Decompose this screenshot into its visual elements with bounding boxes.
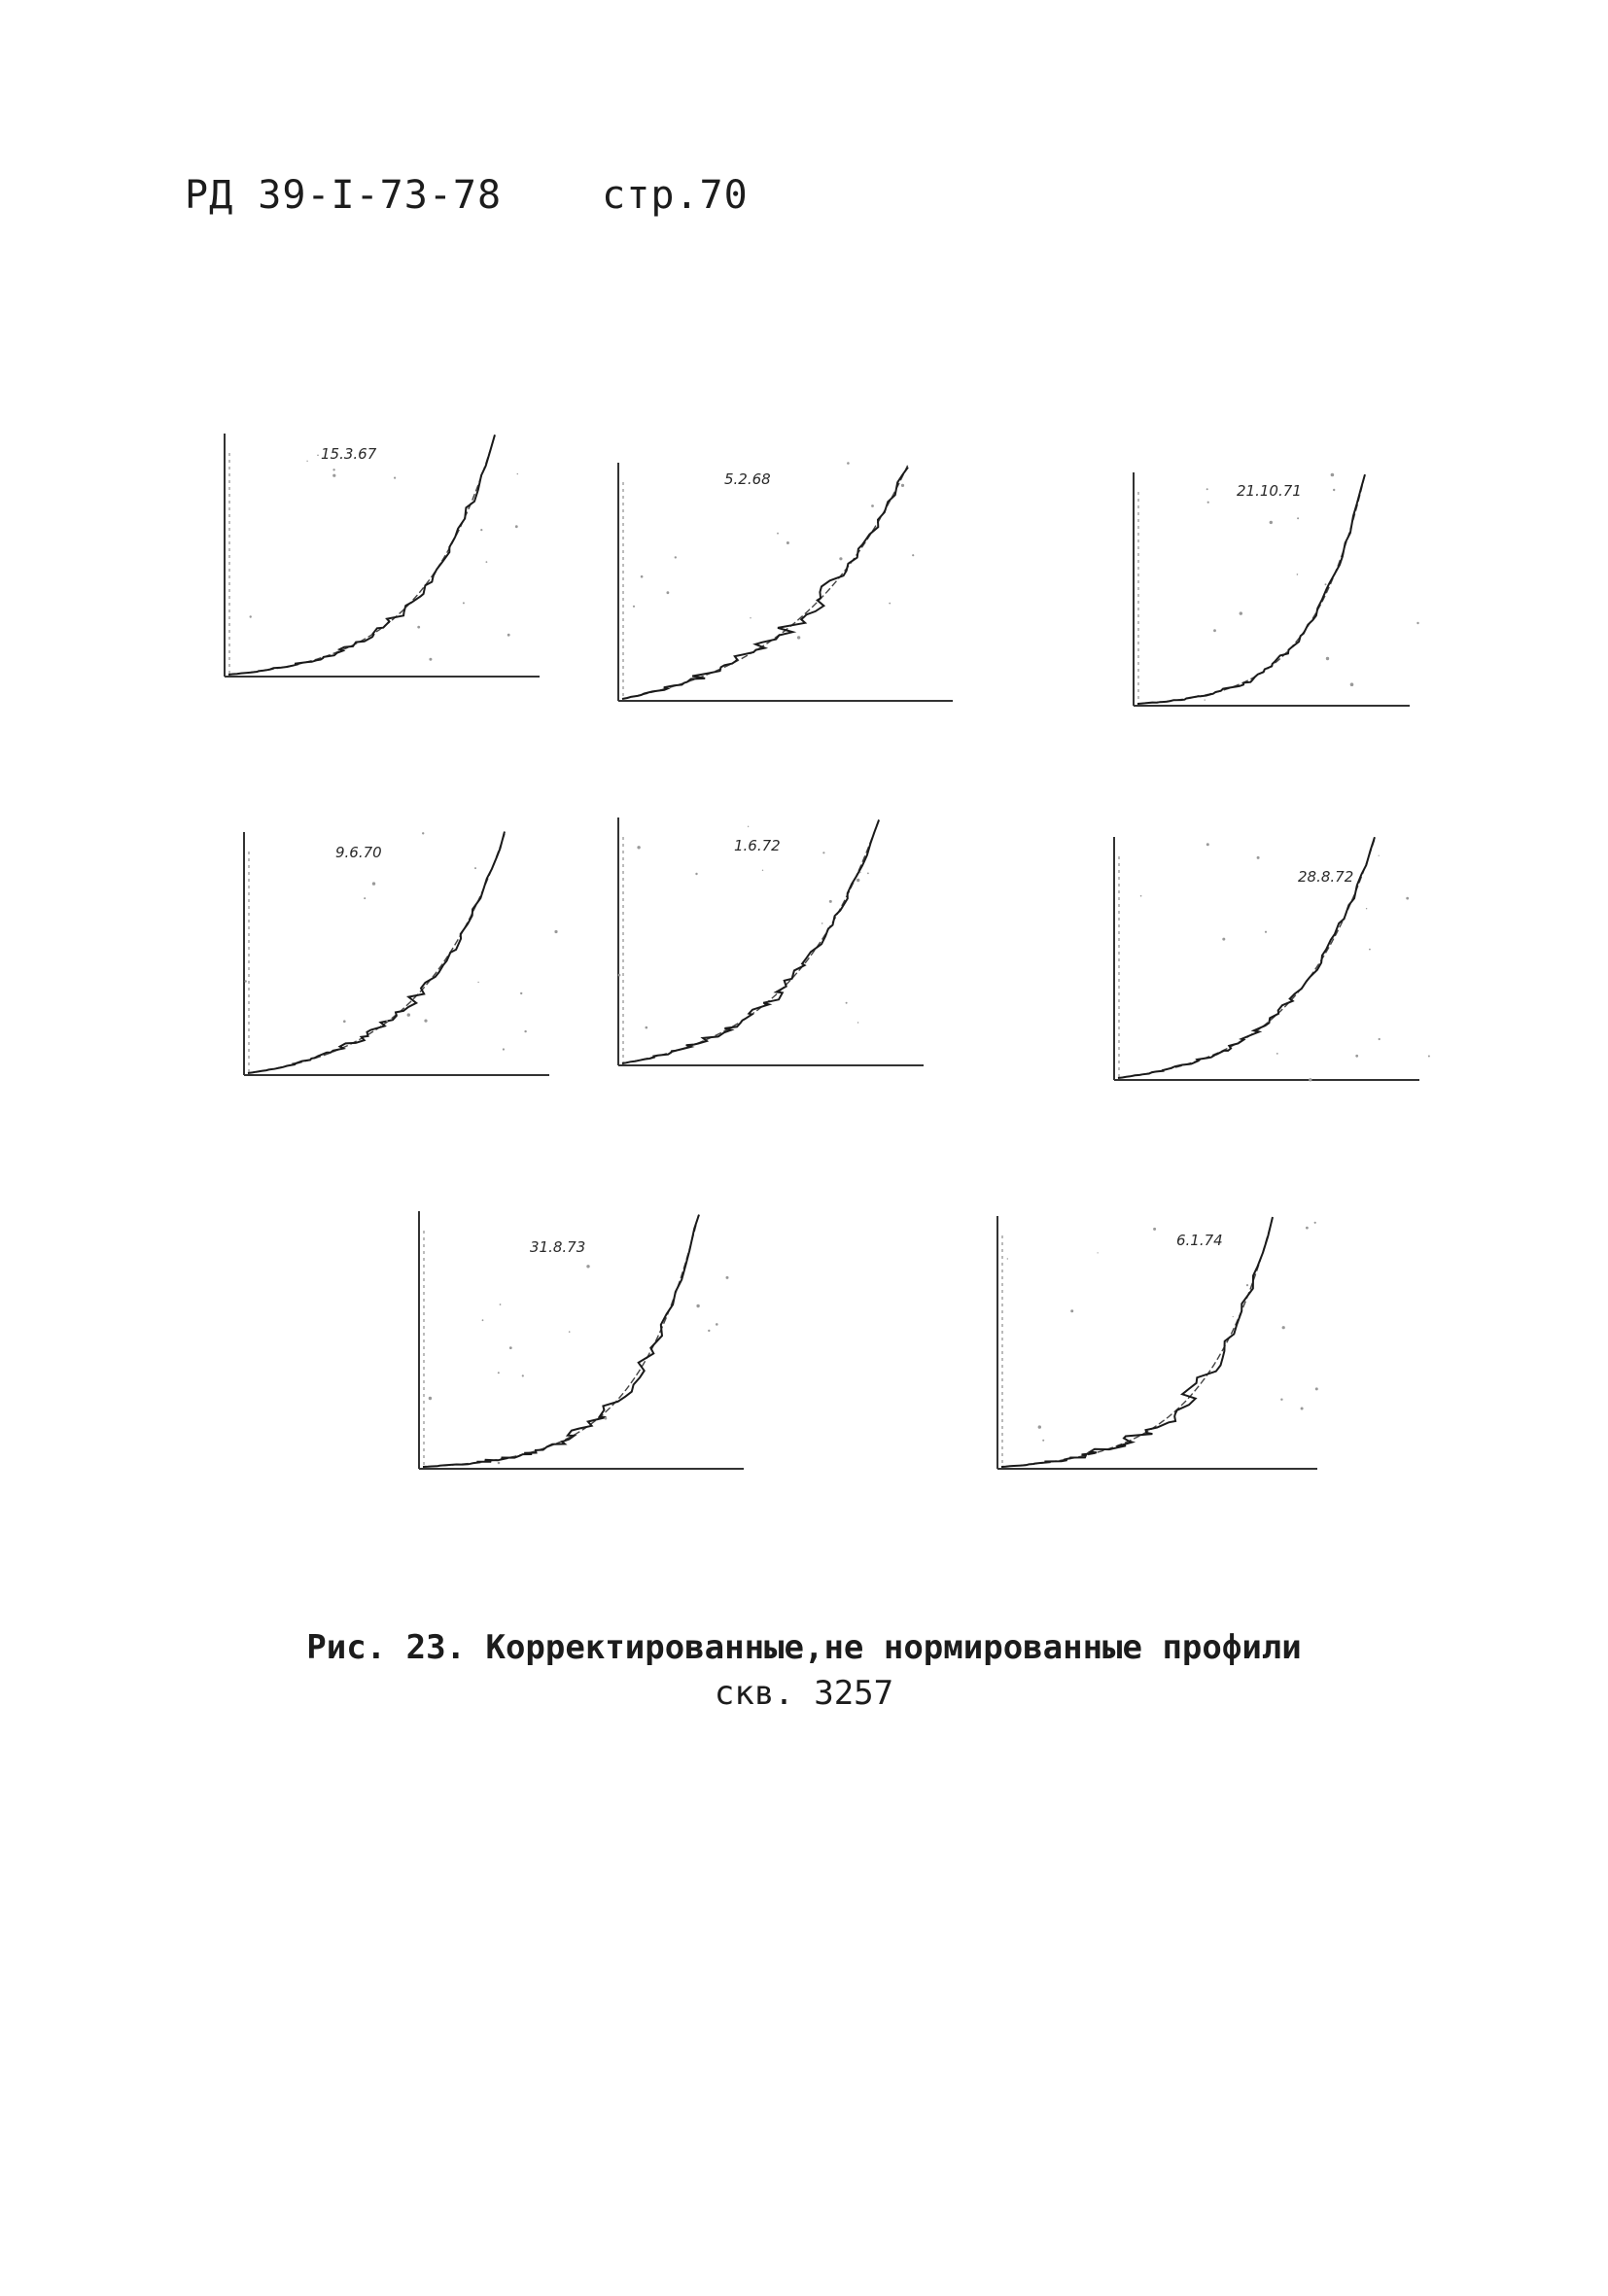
profile-panel-7 xyxy=(413,1205,753,1482)
scan-speck xyxy=(429,1397,432,1400)
scan-speck xyxy=(1206,488,1208,490)
scan-speck xyxy=(859,872,861,874)
scan-speck xyxy=(889,603,891,605)
scan-speck xyxy=(846,1002,848,1004)
scan-speck xyxy=(372,882,375,885)
measured-curve xyxy=(622,820,879,1063)
scan-speck xyxy=(486,561,488,563)
scan-speck xyxy=(1297,574,1299,575)
scan-speck xyxy=(306,461,307,462)
scan-speck xyxy=(1326,657,1329,660)
scan-speck xyxy=(787,541,789,544)
scan-speck xyxy=(554,930,557,933)
scan-speck xyxy=(748,826,749,827)
scan-speck xyxy=(641,575,644,578)
measured-curve xyxy=(248,832,505,1074)
scan-speck xyxy=(1315,1387,1318,1390)
scan-speck xyxy=(1098,1252,1099,1253)
profile-label-5: 1.6.72 xyxy=(734,837,781,854)
scan-speck xyxy=(429,658,432,661)
scan-speck xyxy=(708,1330,710,1332)
scan-speck xyxy=(675,556,677,558)
scan-speck xyxy=(1270,521,1273,524)
profile-label-8: 6.1.74 xyxy=(1176,1232,1223,1249)
scan-speck xyxy=(245,980,247,982)
scan-speck xyxy=(424,1020,427,1023)
profile-label-1: 15.3.67 xyxy=(321,445,377,463)
scan-speck xyxy=(317,455,319,457)
profile-label-7: 31.8.73 xyxy=(530,1238,586,1256)
scan-speck xyxy=(1213,629,1216,632)
profile-plot-3 xyxy=(1128,467,1419,719)
scan-speck xyxy=(716,1323,718,1326)
profile-plot-2 xyxy=(612,457,962,714)
scan-speck xyxy=(1206,843,1209,846)
scan-speck xyxy=(822,852,824,853)
scan-speck xyxy=(821,922,823,924)
scan-speck xyxy=(901,484,904,487)
scan-speck xyxy=(1297,517,1299,519)
scan-speck xyxy=(1379,1038,1381,1040)
scan-speck xyxy=(1331,473,1335,477)
scan-speck xyxy=(1246,1284,1248,1286)
scan-speck xyxy=(498,1462,501,1465)
scan-speck xyxy=(250,615,252,617)
fitted-curve xyxy=(248,834,505,1073)
scan-speck xyxy=(1038,1425,1041,1428)
fitted-curve xyxy=(622,465,908,699)
scan-speck xyxy=(332,469,334,470)
scan-speck xyxy=(605,1417,608,1420)
fitted-curve xyxy=(228,435,495,675)
scan-speck xyxy=(386,1021,388,1023)
scan-speck xyxy=(1406,897,1409,900)
scan-speck xyxy=(857,1022,858,1023)
profile-panel-8 xyxy=(992,1210,1327,1482)
scan-speck xyxy=(726,1276,729,1279)
scan-speck xyxy=(520,992,522,994)
scan-speck xyxy=(1233,1316,1234,1317)
scan-speck xyxy=(1222,938,1225,941)
profile-plot-6 xyxy=(1108,831,1429,1094)
scan-speck xyxy=(1369,949,1371,951)
profile-label-3: 21.10.71 xyxy=(1237,482,1302,500)
scan-speck xyxy=(1257,856,1260,859)
page-header xyxy=(185,173,749,218)
scan-speck xyxy=(696,1305,699,1307)
scan-speck xyxy=(503,1048,505,1050)
fitted-curve xyxy=(1001,1218,1273,1467)
scan-speck xyxy=(750,617,751,618)
profile-panel-6 xyxy=(1108,831,1429,1094)
scan-speck xyxy=(777,533,779,535)
measured-curve xyxy=(228,435,495,675)
profile-plot-4 xyxy=(238,826,559,1089)
measured-curve xyxy=(1001,1217,1273,1467)
fitted-curve xyxy=(1137,474,1365,704)
scan-speck xyxy=(343,1020,346,1023)
scan-speck xyxy=(364,897,366,899)
scan-speck xyxy=(847,462,850,465)
scan-speck xyxy=(695,873,697,875)
page-number: стр.70 xyxy=(602,173,749,218)
scan-speck xyxy=(417,626,420,629)
scan-speck xyxy=(569,1331,571,1333)
scan-speck xyxy=(422,832,424,834)
profile-label-4: 9.6.70 xyxy=(335,844,382,861)
measured-curve xyxy=(622,468,908,699)
scan-speck xyxy=(1306,1227,1309,1230)
scan-speck xyxy=(1265,931,1267,933)
scan-speck xyxy=(1366,908,1367,909)
scan-speck xyxy=(1282,1326,1285,1329)
scan-speck xyxy=(1140,895,1142,897)
figure-caption: Рис. 23. Корректированные,не нормированные профили xyxy=(306,1628,1302,1667)
scan-speck xyxy=(1416,622,1418,624)
scan-speck xyxy=(509,1346,512,1349)
scan-speck xyxy=(1379,855,1380,856)
scan-speck xyxy=(1205,699,1206,700)
scan-speck xyxy=(524,1030,526,1032)
scan-speck xyxy=(407,1013,410,1016)
scan-speck xyxy=(633,606,635,608)
scan-speck xyxy=(839,557,842,560)
scan-speck xyxy=(517,473,518,474)
scan-speck xyxy=(1333,489,1335,491)
scan-speck xyxy=(586,1265,589,1268)
scan-speck xyxy=(515,525,518,528)
profile-label-2: 5.2.68 xyxy=(724,470,771,488)
scan-speck xyxy=(1207,502,1209,504)
measured-curve xyxy=(1137,474,1365,704)
profile-panel-1 xyxy=(219,428,549,690)
scan-speck xyxy=(1325,583,1327,585)
scan-speck xyxy=(1355,1055,1358,1058)
scan-speck xyxy=(394,477,396,479)
scan-speck xyxy=(912,554,914,556)
scan-speck xyxy=(522,1374,524,1376)
scan-speck xyxy=(1276,1053,1278,1055)
scan-speck xyxy=(667,591,670,594)
scan-speck xyxy=(618,974,621,977)
scan-speck xyxy=(637,846,640,849)
profile-panel-4 xyxy=(238,826,559,1089)
scan-speck xyxy=(797,636,800,639)
scan-speck xyxy=(500,1304,502,1305)
scan-speck xyxy=(871,504,874,507)
scan-speck xyxy=(1007,1258,1008,1259)
scan-speck xyxy=(477,982,478,983)
scan-speck xyxy=(1153,1228,1156,1231)
scan-speck xyxy=(1240,611,1242,614)
scan-speck xyxy=(867,873,869,875)
scan-speck xyxy=(1042,1440,1044,1442)
scan-speck xyxy=(332,474,335,477)
profile-panel-2 xyxy=(612,457,962,714)
scan-speck xyxy=(463,602,465,604)
profile-label-6: 28.8.72 xyxy=(1298,868,1354,886)
scan-speck xyxy=(482,1319,484,1321)
scan-speck xyxy=(507,634,510,637)
scan-speck xyxy=(1301,1408,1304,1410)
scan-speck xyxy=(474,867,476,869)
scan-speck xyxy=(762,870,763,871)
profile-panel-5 xyxy=(612,812,933,1079)
document-code: РД 39-I-73-78 xyxy=(185,173,503,218)
scan-speck xyxy=(1070,1309,1073,1312)
fitted-curve xyxy=(622,819,879,1063)
scan-speck xyxy=(1309,1078,1311,1081)
scan-speck xyxy=(856,879,859,882)
figure-caption-well: скв. 3257 xyxy=(714,1674,894,1713)
scan-speck xyxy=(829,900,832,903)
scan-speck xyxy=(1428,1056,1430,1058)
scan-speck xyxy=(1280,1399,1282,1401)
profile-plot-1 xyxy=(219,428,549,690)
scan-speck xyxy=(480,529,482,531)
profile-plot-8 xyxy=(992,1210,1327,1482)
scan-speck xyxy=(498,1372,500,1374)
scan-speck xyxy=(1350,682,1354,686)
profile-panel-3 xyxy=(1128,467,1419,719)
scan-speck xyxy=(646,1026,648,1029)
scan-speck xyxy=(1314,1222,1316,1224)
